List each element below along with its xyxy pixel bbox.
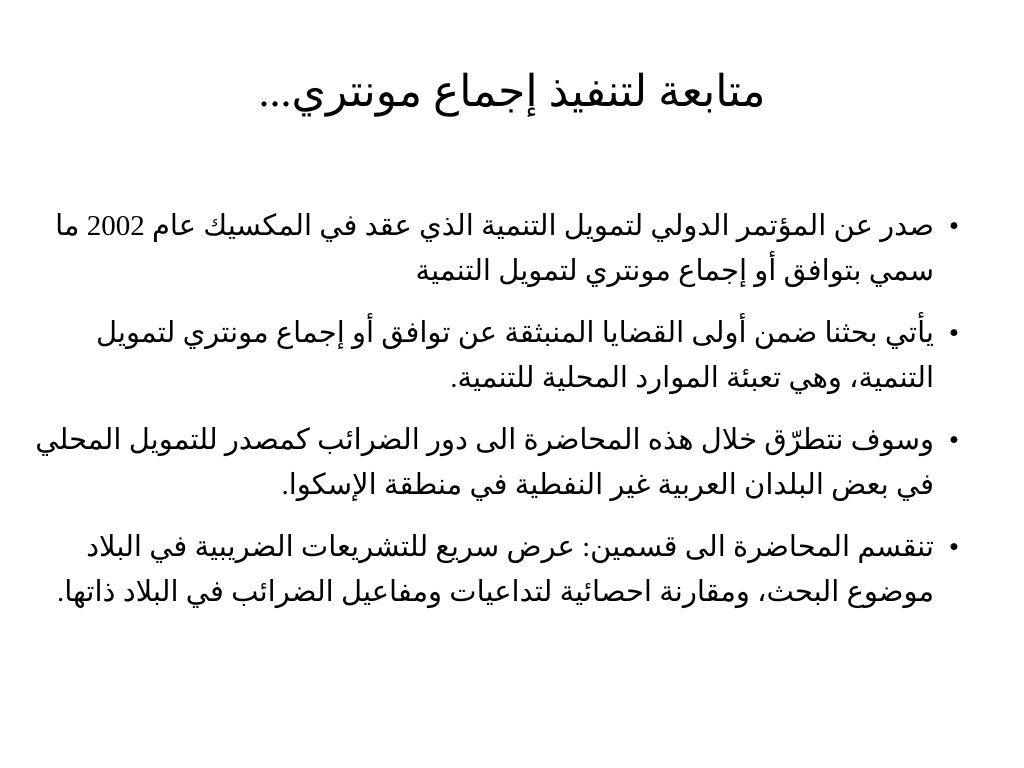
- bullet-item: [30, 418, 968, 508]
- bullet-text: وسوف نتطرّق خلال هذه المحاضرة الى دور الضرائب كمصدر للتمويل المحلي في بعض البلدان العربية غير النفطية في منطقة الإسكوا.: [35, 424, 934, 501]
- bullet-marker: •: [948, 531, 960, 563]
- bullet-text: تنقسم المحاضرة الى قسمين: عرض سريع للتشريعات الضريبية في البلاد موضوع البحث، ومقارنة احصائية لتداعيات ومفاعيل الضرائب في البلاد ذاتها.: [56, 531, 934, 608]
- bullet-item: [30, 204, 968, 294]
- bullet-marker: •: [948, 317, 960, 349]
- bullet-item: [30, 525, 968, 615]
- bullet-marker: •: [948, 424, 960, 456]
- bullet-text: يأتي بحثنا ضمن أولى القضايا المنبثقة عن توافق أو إجماع مونتري لتمويل التنمية، وهي تعبئة الموارد المحلية للتنمية.: [95, 317, 934, 394]
- bullet-list: [30, 204, 968, 632]
- bullet-text: صدر عن المؤتمر الدولي لتمويل التنمية الذي عقد في المكسيك عام 2002 ما سمي بتوافق أو إجماع مونتري لتمويل التنمية: [55, 210, 934, 287]
- bullet-item: [30, 311, 968, 401]
- slide-title: متابعة لتنفيذ إجماع مونتري...: [258, 67, 766, 116]
- bullet-marker: •: [948, 210, 960, 242]
